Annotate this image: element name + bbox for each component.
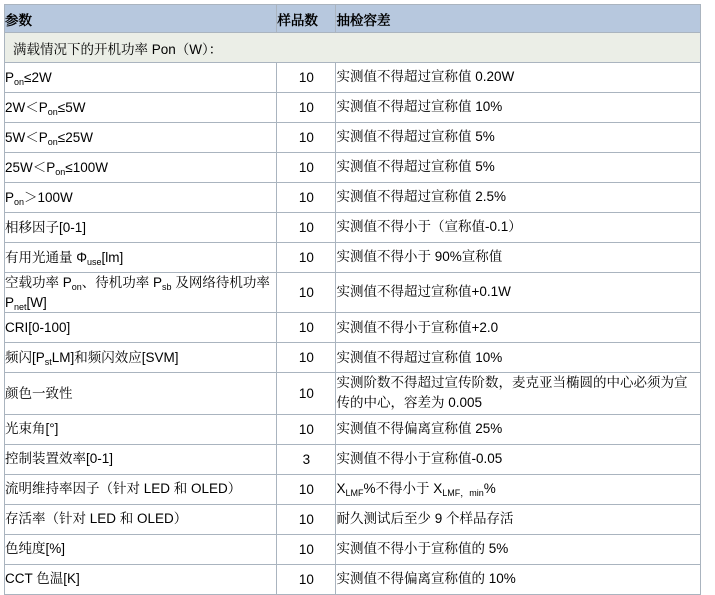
table-row xyxy=(5,373,701,415)
specification-table xyxy=(4,4,701,595)
cell-sample-count: 10 xyxy=(277,414,336,444)
cell-sample-count: 10 xyxy=(277,93,336,123)
cell-parameter: 相移因子[0-1] xyxy=(5,213,277,243)
document-sheet xyxy=(4,4,709,595)
table-row xyxy=(5,213,701,243)
cell-parameter: $25W<P_{on}\le 100W$ xyxy=(5,153,277,183)
table-row xyxy=(5,534,701,564)
table-row xyxy=(5,183,701,213)
column-header-sample-count: 样品数 xyxy=(277,5,336,33)
table-row xyxy=(5,93,701,123)
cell-tolerance: 实测值不得小于 90%宣称值 xyxy=(336,243,701,273)
cell-parameter: 颜色一致性 xyxy=(5,373,277,415)
cell-parameter: 光束角[°] xyxy=(5,414,277,444)
cell-sample-count: 10 xyxy=(277,123,336,153)
cell-tolerance: 实测值不得偏离宣称值 25% xyxy=(336,414,701,444)
cell-parameter: 控制装置效率[0-1] xyxy=(5,444,277,474)
cell-tolerance: 实测值不得超过宣称值+0.1W xyxy=(336,273,701,313)
cell-parameter: CRI[0-100] xyxy=(5,313,277,343)
table-row xyxy=(5,444,701,474)
table-row xyxy=(5,243,701,273)
table-row xyxy=(5,313,701,343)
cell-parameter: $5W<P_{on}\le 25W$ xyxy=(5,123,277,153)
cell-parameter: 存活率（针对 LED 和 OLED） xyxy=(5,504,277,534)
cell-tolerance: 实测值不得超过宣称值 5% xyxy=(336,153,701,183)
cell-sample-count: 10 xyxy=(277,373,336,415)
cell-sample-count: 10 xyxy=(277,153,336,183)
cell-sample-count: 10 xyxy=(277,63,336,93)
cell-tolerance: 实测值不得超过宣称值 5% xyxy=(336,123,701,153)
cell-sample-count: 10 xyxy=(277,273,336,313)
table-row xyxy=(5,123,701,153)
cell-parameter: $2W<P_{on}\le 5W$ xyxy=(5,93,277,123)
cell-parameter: 空载功率 $P_{on}$、待机功率 $P_{sb}$ 及网络待机功率 $P_{net}[W]$ xyxy=(5,273,277,313)
cell-parameter: 流明维持率因子（针对 LED 和 OLED） xyxy=(5,474,277,504)
cell-tolerance: 实测值不得偏离宣称值的 10% xyxy=(336,564,701,594)
cell-tolerance: 实测值不得超过宣称值 2.5% xyxy=(336,183,701,213)
cell-tolerance: 实测值不得超过宣称值 0.20W xyxy=(336,63,701,93)
header-row xyxy=(5,5,701,33)
cell-tolerance: $X_{LMF}\%$不得小于 $X_{LMF,min}\%$ xyxy=(336,474,701,504)
cell-tolerance: 实测值不得超过宣称值 10% xyxy=(336,93,701,123)
column-header-tolerance: 抽检容差 xyxy=(336,5,701,33)
cell-tolerance: 耐久测试后至少 9 个样品存活 xyxy=(336,504,701,534)
cell-sample-count: 10 xyxy=(277,343,336,373)
cell-sample-count: 3 xyxy=(277,444,336,474)
table-row xyxy=(5,504,701,534)
cell-sample-count: 10 xyxy=(277,213,336,243)
section-title: 满载情况下的开机功率 Pon（W）： xyxy=(5,33,701,63)
table-row xyxy=(5,153,701,183)
table-header xyxy=(5,5,701,33)
table-row xyxy=(5,273,701,313)
cell-tolerance: 实测值不得超过宣称值 10% xyxy=(336,343,701,373)
cell-tolerance: 实测值不得小于宣称值的 5% xyxy=(336,534,701,564)
table-row xyxy=(5,414,701,444)
cell-tolerance: 实测值不得小于宣称值-0.05 xyxy=(336,444,701,474)
section-row xyxy=(5,33,701,63)
cell-sample-count: 10 xyxy=(277,474,336,504)
cell-sample-count: 10 xyxy=(277,504,336,534)
cell-parameter: $P_{on}\le 2W$ xyxy=(5,63,277,93)
cell-tolerance: 实测值不得小于（宣称值-0.1） xyxy=(336,213,701,243)
cell-parameter: $P_{on}>100W$ xyxy=(5,183,277,213)
table-row xyxy=(5,474,701,504)
cell-tolerance: 实测值不得小于宣称值+2.0 xyxy=(336,313,701,343)
cell-parameter: CCT 色温[K] xyxy=(5,564,277,594)
cell-parameter: 频闪$[P_{st}LM]$和频闪效应[SVM] xyxy=(5,343,277,373)
table-body xyxy=(5,33,701,595)
cell-tolerance: 实测阶数不得超过宣传阶数，麦克亚当椭圆的中心必须为宣传的中心，容差为 0.005 xyxy=(336,373,701,415)
column-header-parameter: 参数 xyxy=(5,5,277,33)
cell-parameter: 色纯度[%] xyxy=(5,534,277,564)
cell-sample-count: 10 xyxy=(277,183,336,213)
table-row xyxy=(5,564,701,594)
cell-parameter: 有用光通量 $\Phi_{use}[lm]$ xyxy=(5,243,277,273)
table-row xyxy=(5,343,701,373)
cell-sample-count: 10 xyxy=(277,243,336,273)
cell-sample-count: 10 xyxy=(277,564,336,594)
cell-sample-count: 10 xyxy=(277,534,336,564)
cell-sample-count: 10 xyxy=(277,313,336,343)
table-row xyxy=(5,63,701,93)
